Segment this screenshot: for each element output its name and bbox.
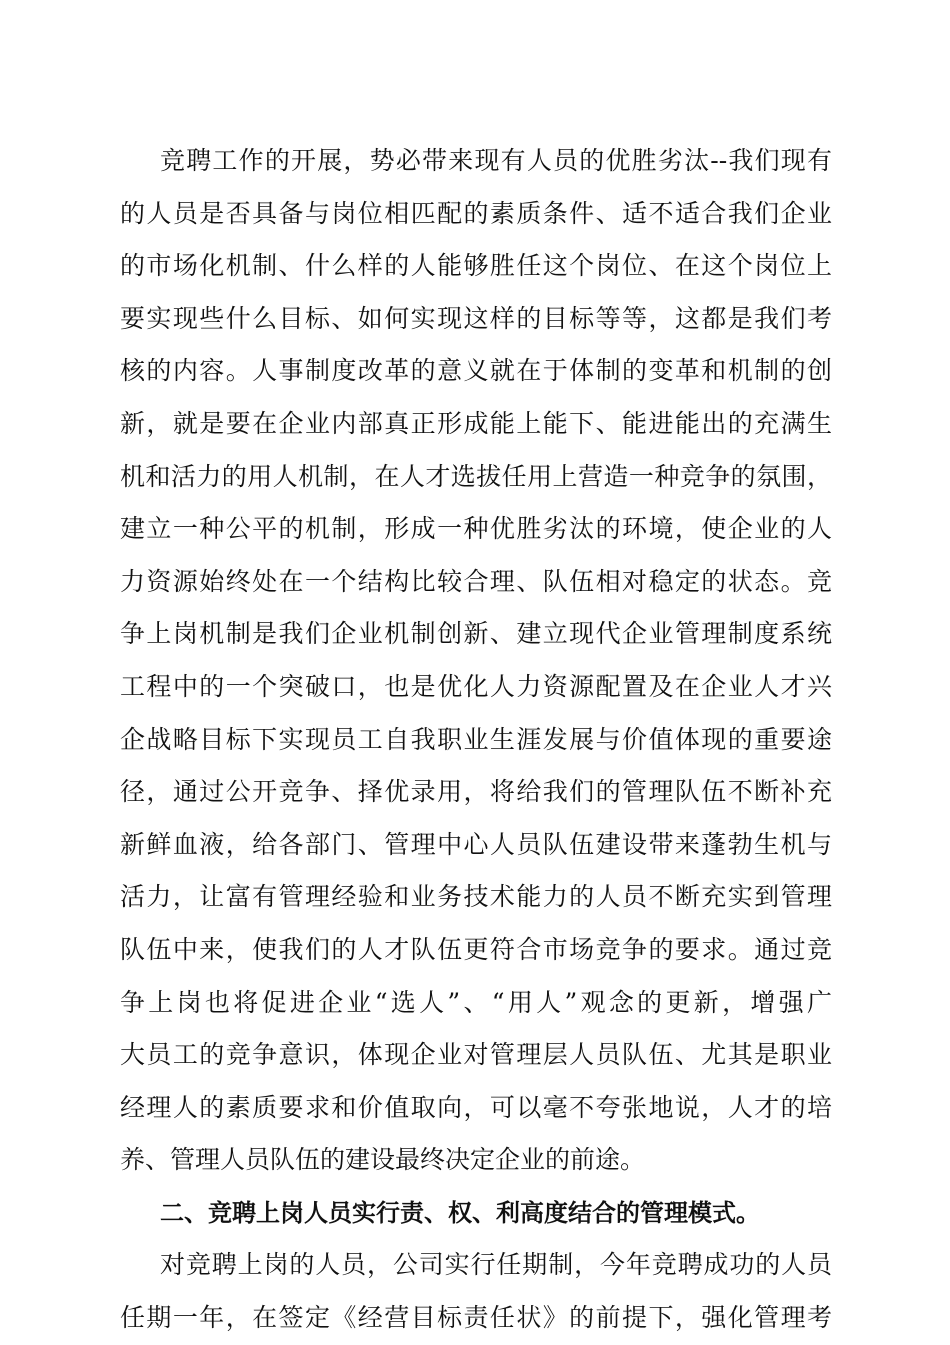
text-line: 大员工的竞争意识，体现企业对管理层人员队伍、尤其是职业 <box>120 1040 832 1070</box>
text-line: 争上岗机制是我们企业机制创新、建立现代企业管理制度系统 <box>120 619 832 649</box>
text-line: 活力，让富有管理经验和业务技术能力的人员不断充实到管理 <box>120 882 832 912</box>
text-line: 新，就是要在企业内部真正形成能上能下、能进能出的充满生 <box>120 408 832 438</box>
text-line: 新鲜血液，给各部门、管理中心人员队伍建设带来蓬勃生机与 <box>120 829 832 859</box>
document-body <box>120 135 832 1345</box>
paragraph-2 <box>120 1239 832 1344</box>
section-heading: 二、竞聘上岗人员实行责、权、利高度结合的管理模式。 <box>160 1198 760 1227</box>
paragraph-1 <box>120 135 832 1187</box>
text-line: 要实现些什么目标、如何实现这样的目标等等，这都是我们考 <box>120 303 832 333</box>
text-line: 的人员是否具备与岗位相匹配的素质条件、适不适合我们企业 <box>120 198 832 228</box>
text-line: 建立一种公平的机制，形成一种优胜劣汰的环境，使企业的人 <box>120 514 832 544</box>
text-line: 企战略目标下实现员工自我职业生涯发展与价值体现的重要途 <box>120 724 832 754</box>
text-line: 竞聘工作的开展，势必带来现有人员的优胜劣汰--我们现有 <box>160 146 832 175</box>
text-line: 队伍中来，使我们的人才队伍更符合市场竞争的要求。通过竞 <box>120 934 832 964</box>
text-line: 的市场化机制、什么样的人能够胜任这个岗位、在这个岗位上 <box>120 251 832 281</box>
text-line: 养、管理人员队伍的建设最终决定企业的前途。 <box>120 1145 646 1175</box>
text-line: 工程中的一个突破口，也是优化人力资源配置及在企业人才兴 <box>120 671 832 701</box>
text-line: 任期一年，在签定《经营目标责任状》的前提下，强化管理考 <box>120 1303 832 1333</box>
text-line: 核的内容。人事制度改革的意义就在于体制的变革和机制的创 <box>120 356 832 386</box>
text-line: 径，通过公开竞争、择优录用，将给我们的管理队伍不断补充 <box>120 777 832 807</box>
text-line: 机和活力的用人机制，在人才选拔任用上营造一种竞争的氛围， <box>120 461 832 491</box>
text-line: 经理人的素质要求和价值取向，可以毫不夸张地说，人才的培 <box>120 1092 832 1122</box>
text-line: 争上岗也将促进企业“选人”、“用人”观念的更新，增强广 <box>120 987 832 1017</box>
text-line: 对竞聘上岗的人员，公司实行任期制，今年竞聘成功的人员 <box>160 1250 832 1280</box>
text-line: 力资源始终处在一个结构比较合理、队伍相对稳定的状态。竞 <box>120 566 832 596</box>
